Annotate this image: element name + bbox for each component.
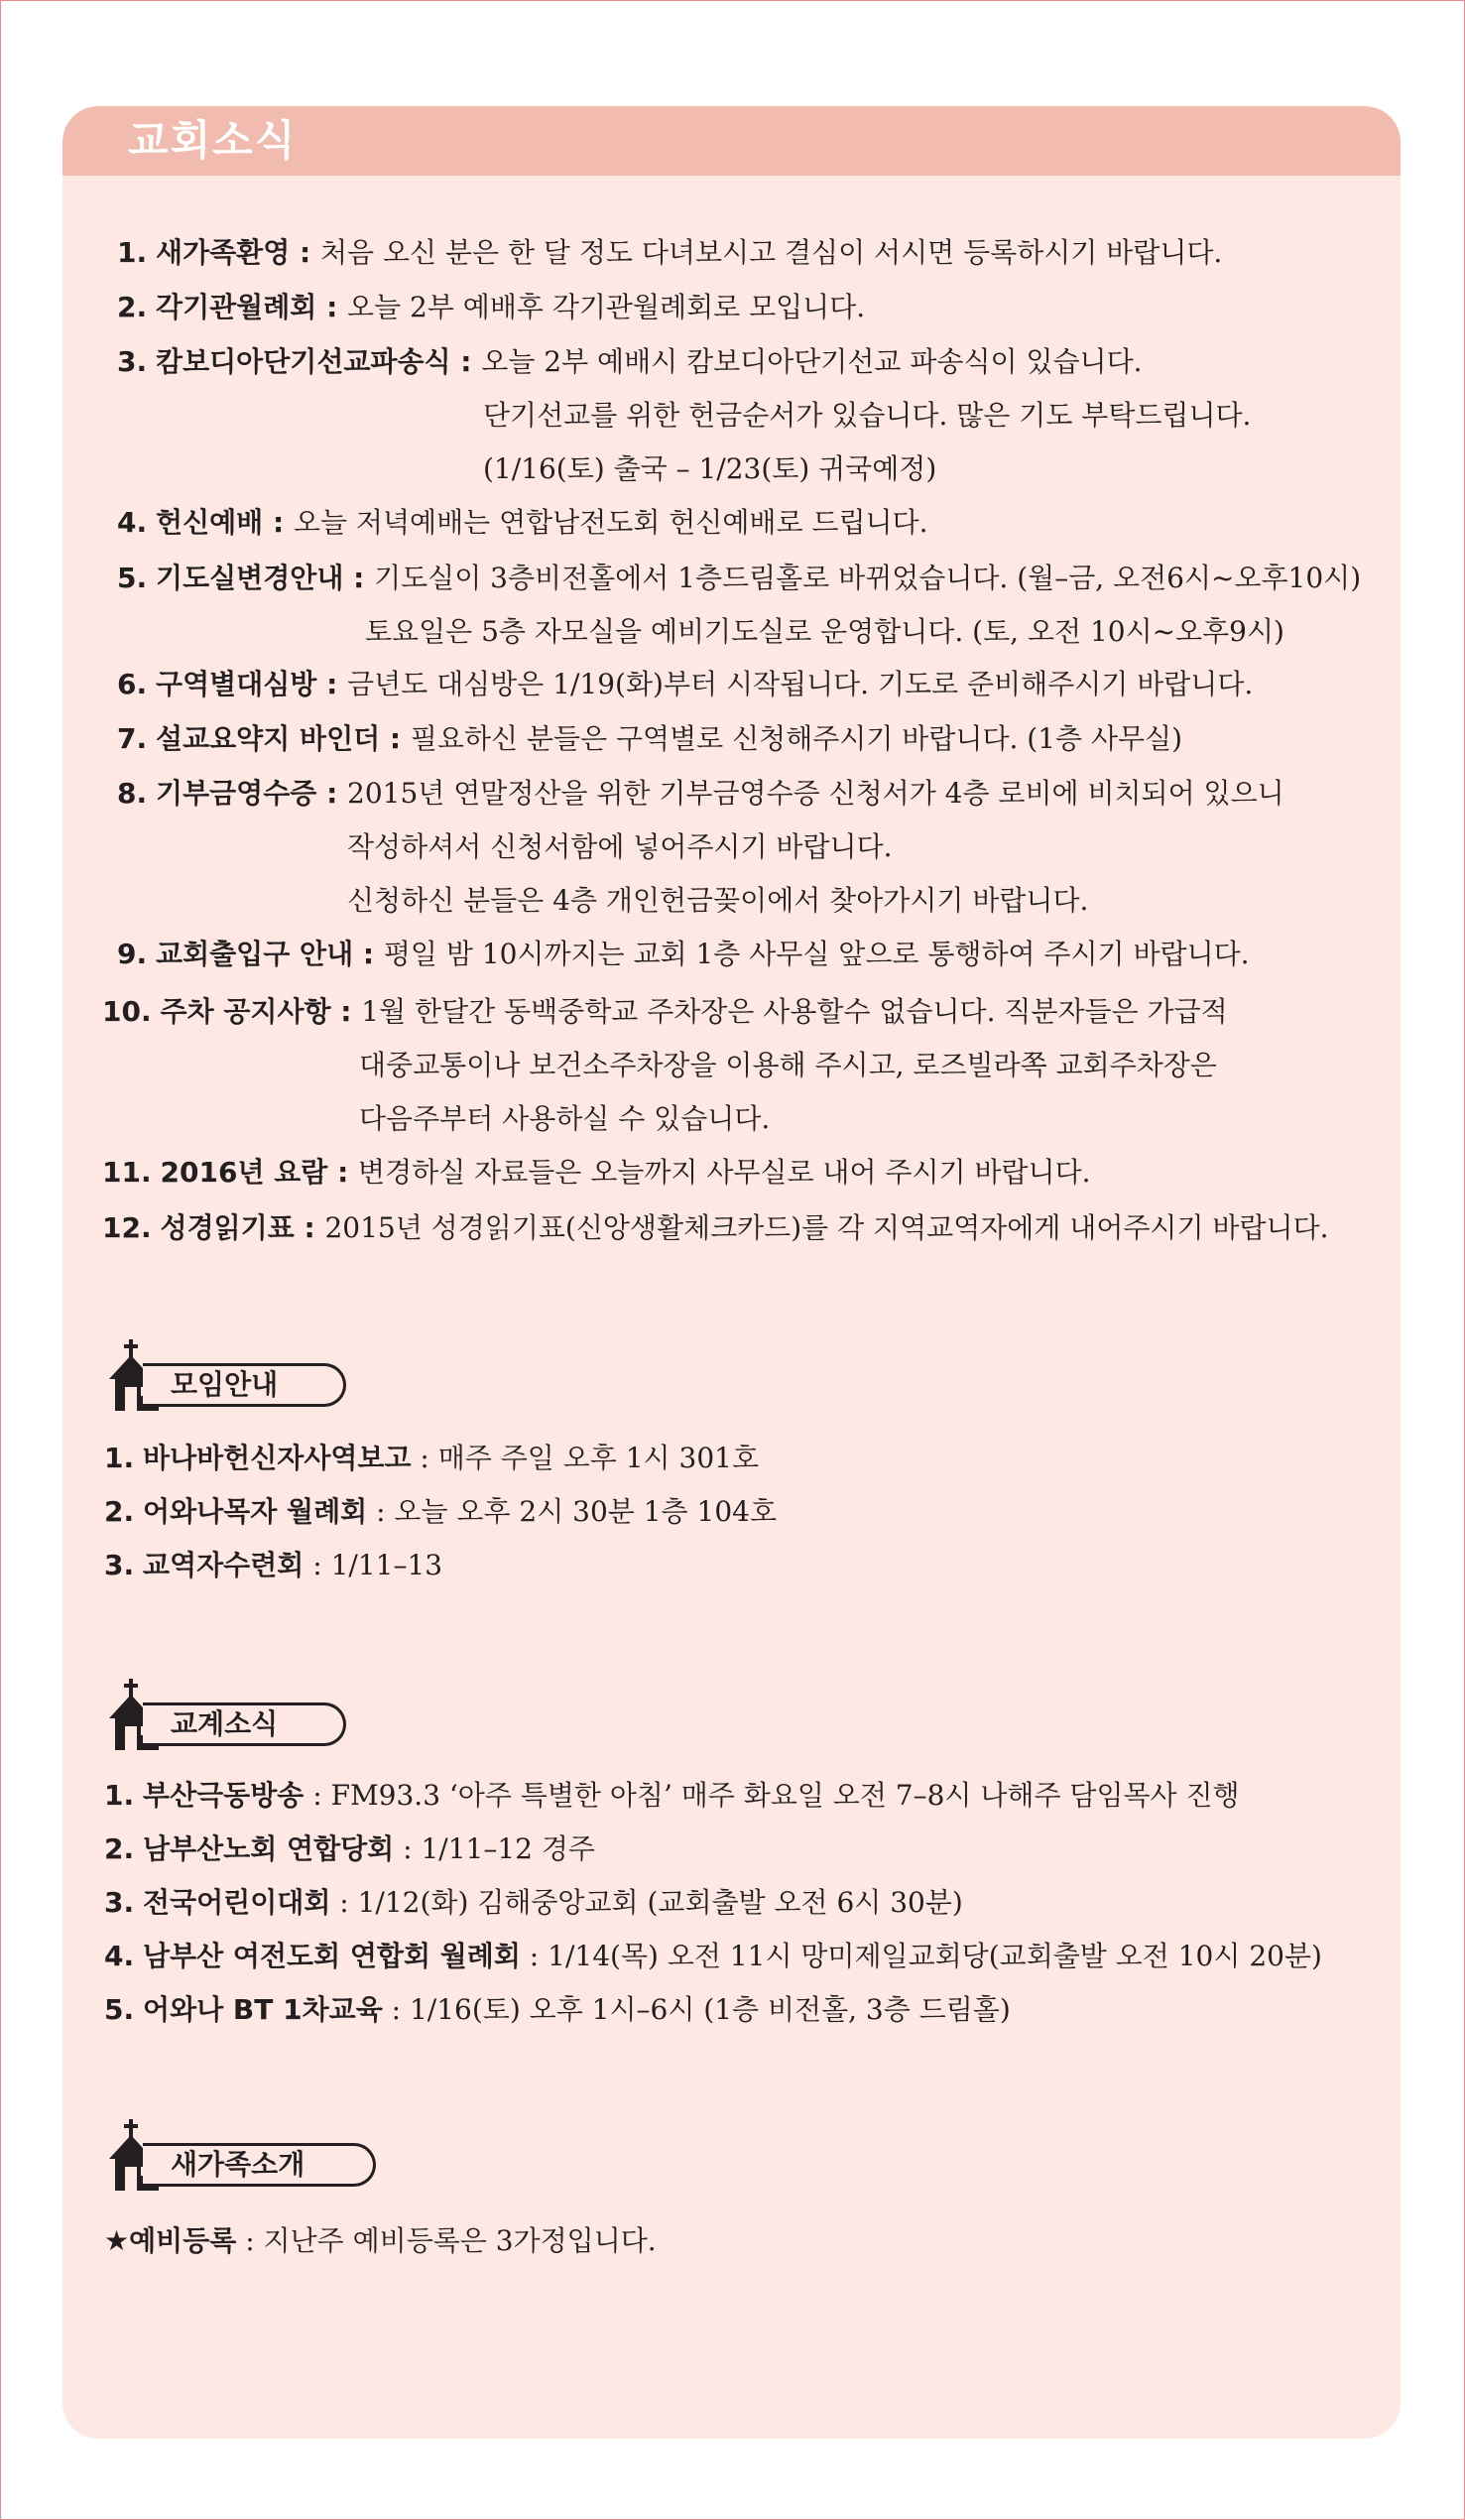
news-item bbox=[117, 288, 865, 327]
item-number: 3. bbox=[117, 345, 148, 378]
item-text: 1/14(목) 오전 11시 망미제일교회당(교회출발 오전 10시 20분) bbox=[548, 1940, 1322, 1972]
item-label: 각기관월례회 bbox=[156, 291, 317, 323]
item-label: 구역별대심방 bbox=[156, 668, 317, 700]
item-separator: : bbox=[316, 291, 348, 323]
item-text: FM93.3 ‘아주 특별한 아침’ 매주 화요일 오전 7–8시 나해주 담임목사 진행 bbox=[330, 1779, 1240, 1812]
news-item bbox=[117, 233, 1222, 273]
item-text: 필요하신 분들은 구역별로 신청해주시기 바랍니다. (1층 사무실) bbox=[410, 722, 1183, 755]
item-text: 금년도 대심방은 1/19(화)부터 시작됩니다. 기도로 준비해주시기 바랍니다. bbox=[347, 668, 1254, 700]
item-text: 오늘 2부 예배후 각기관월례회로 모입니다. bbox=[347, 291, 866, 323]
item-label: 헌신예배 bbox=[156, 506, 264, 539]
section-title: 모임안내 bbox=[171, 1368, 279, 1401]
news-item bbox=[117, 503, 928, 543]
item-text-continued: 작성하셔서 신청서함에 넣어주시기 바랍니다. bbox=[347, 830, 893, 863]
item-number: 3. bbox=[104, 1549, 135, 1581]
item-number: 9. bbox=[117, 938, 148, 970]
item-separator: : bbox=[353, 938, 384, 970]
item-number: ★ bbox=[104, 2224, 130, 2257]
section-header-meetings bbox=[109, 1339, 407, 1399]
item-separator: : bbox=[520, 1940, 549, 1972]
list-item bbox=[104, 1829, 595, 1869]
item-label: 기도실변경안내 bbox=[156, 562, 344, 594]
item-text: 1/11–12 경주 bbox=[421, 1832, 595, 1865]
item-text: 2015년 연말정산을 위한 기부금영수증 신청서가 4층 로비에 비치되어 있으니 bbox=[347, 777, 1284, 810]
item-separator: : bbox=[394, 1832, 422, 1865]
item-number: 12. bbox=[102, 1211, 152, 1244]
item-text: 기도실이 3층비전홀에서 1층드림홀로 바뀌었습니다. (월–금, 오전6시~오후10시) bbox=[374, 562, 1362, 594]
list-item bbox=[104, 1776, 1240, 1816]
item-text: 변경하실 자료들은 오늘까지 사무실로 내어 주시기 바랍니다. bbox=[358, 1156, 1091, 1189]
item-label: 기부금영수증 bbox=[156, 777, 317, 810]
news-item bbox=[102, 1153, 1091, 1193]
item-text-continued: 단기선교를 위한 헌금순서가 있습니다. 많은 기도 부탁드립니다. bbox=[483, 399, 1252, 432]
item-text-continued: 대중교통이나 보건소주차장을 이용해 주시고, 로즈빌라쪽 교회주차장은 bbox=[359, 1049, 1217, 1081]
item-text-continued: 신청하신 분들은 4층 개인헌금꽂이에서 찾아가시기 바랍니다. bbox=[347, 884, 1089, 917]
item-separator: : bbox=[294, 1211, 325, 1244]
news-item bbox=[117, 774, 1284, 814]
item-label: 어와나목자 월례회 bbox=[143, 1495, 368, 1528]
item-separator: : bbox=[367, 1495, 395, 1528]
item-number: 10. bbox=[102, 995, 152, 1028]
item-number: 1. bbox=[104, 1779, 135, 1812]
list-item bbox=[104, 1937, 1322, 1976]
item-number: 1. bbox=[104, 1442, 135, 1474]
news-item bbox=[117, 342, 1143, 382]
list-item bbox=[104, 2221, 657, 2261]
item-text: 오늘 저녁예배는 연합남전도회 헌신예배로 드립니다. bbox=[293, 506, 928, 539]
item-number: 7. bbox=[117, 722, 148, 755]
list-item bbox=[104, 1990, 1011, 2030]
item-text-continued: 다음주부터 사용하실 수 있습니다. bbox=[359, 1102, 771, 1135]
item-number: 5. bbox=[117, 562, 148, 594]
item-text-continued: (1/16(토) 출국 – 1/23(토) 귀국예정) bbox=[483, 452, 937, 485]
section-title: 교계소식 bbox=[171, 1707, 279, 1740]
item-label: 어와나 BT 1차교육 bbox=[143, 1993, 383, 2026]
item-label: 부산극동방송 bbox=[143, 1779, 305, 1812]
item-number: 8. bbox=[117, 777, 148, 810]
news-item bbox=[102, 1208, 1329, 1248]
item-separator: : bbox=[316, 777, 348, 810]
section-header-presbytery bbox=[109, 1679, 407, 1738]
item-number: 4. bbox=[117, 506, 148, 539]
item-separator: : bbox=[236, 2224, 264, 2257]
item-separator: : bbox=[304, 1549, 331, 1581]
news-item bbox=[117, 559, 1361, 598]
item-text: 1월 한달간 동백중학교 주차장은 사용할수 없습니다. 직분자들은 가급적 bbox=[361, 995, 1228, 1028]
item-separator: : bbox=[316, 668, 348, 700]
item-text: 1/12(화) 김해중앙교회 (교회출발 오전 6시 30분) bbox=[357, 1886, 963, 1919]
item-label: 새가족환영 bbox=[156, 236, 291, 269]
item-label: 남부산노회 연합당회 bbox=[143, 1832, 395, 1865]
item-text: 1/16(토) 오후 1시–6시 (1층 비전홀, 3층 드림홀) bbox=[409, 1993, 1011, 2026]
item-label: 예비등록 bbox=[129, 2224, 237, 2257]
item-separator: : bbox=[330, 1886, 358, 1919]
item-text: 처음 오신 분은 한 달 정도 다녀보시고 결심이 서시면 등록하시기 바랍니다. bbox=[319, 236, 1223, 269]
item-text-continued: 토요일은 5층 자모실을 예비기도실로 운영합니다. (토, 오전 10시~오후9시) bbox=[365, 615, 1284, 648]
item-separator: : bbox=[263, 506, 294, 539]
item-text: 오늘 오후 2시 30분 1층 104호 bbox=[394, 1495, 777, 1528]
item-label: 주차 공지사항 bbox=[160, 995, 331, 1028]
item-label: 2016년 요람 bbox=[160, 1156, 328, 1189]
item-separator: : bbox=[380, 722, 411, 755]
item-separator: : bbox=[304, 1779, 331, 1812]
item-label: 캄보디아단기선교파송식 bbox=[156, 345, 451, 378]
item-label: 바나바헌신자사역보고 bbox=[143, 1442, 412, 1474]
item-text: 매주 주일 오후 1시 301호 bbox=[437, 1442, 759, 1474]
section-title-pill bbox=[143, 1363, 346, 1407]
item-number: 2. bbox=[104, 1832, 135, 1865]
card-header bbox=[62, 106, 1401, 176]
item-number: 5. bbox=[104, 1993, 135, 2026]
item-separator: : bbox=[382, 1993, 410, 2026]
news-item bbox=[117, 719, 1182, 759]
item-label: 교역자수련회 bbox=[143, 1549, 305, 1581]
list-item bbox=[104, 1546, 442, 1585]
item-number: 6. bbox=[117, 668, 148, 700]
item-number: 4. bbox=[104, 1940, 135, 1972]
item-text: 오늘 2부 예배시 캄보디아단기선교 파송식이 있습니다. bbox=[481, 345, 1143, 378]
item-text: 2015년 성경읽기표(신앙생활체크카드)를 각 지역교역자에게 내어주시기 바랍니다. bbox=[324, 1211, 1329, 1244]
item-label: 전국어린이대회 bbox=[143, 1886, 331, 1919]
item-label: 교회출입구 안내 bbox=[156, 938, 354, 970]
section-title: 새가족소개 bbox=[171, 2148, 305, 2181]
item-separator: : bbox=[343, 562, 375, 594]
item-text: 평일 밤 10시까지는 교회 1층 사무실 앞으로 통행하여 주시기 바랍니다. bbox=[383, 938, 1250, 970]
news-item bbox=[117, 935, 1250, 974]
item-number: 3. bbox=[104, 1886, 135, 1919]
item-label: 설교요약지 바인더 bbox=[156, 722, 381, 755]
item-separator: : bbox=[327, 1156, 359, 1189]
page-title: 교회소식 bbox=[128, 116, 298, 165]
list-item bbox=[104, 1439, 759, 1478]
list-item bbox=[104, 1492, 777, 1532]
section-header-newfamily bbox=[109, 2119, 436, 2179]
news-item bbox=[102, 992, 1228, 1032]
item-number: 11. bbox=[102, 1156, 152, 1189]
list-item bbox=[104, 1883, 963, 1923]
item-label: 남부산 여전도회 연합회 월례회 bbox=[143, 1940, 521, 1972]
news-item bbox=[117, 665, 1253, 704]
item-separator: : bbox=[330, 995, 362, 1028]
item-number: 1. bbox=[117, 236, 148, 269]
section-title-pill bbox=[143, 1702, 346, 1746]
item-separator: : bbox=[450, 345, 482, 378]
item-text: 1/11–13 bbox=[330, 1549, 443, 1581]
item-text: 지난주 예비등록은 3가정입니다. bbox=[263, 2224, 657, 2257]
item-number: 2. bbox=[104, 1495, 135, 1528]
item-label: 성경읽기표 bbox=[160, 1211, 295, 1244]
section-title-pill bbox=[143, 2143, 376, 2187]
item-separator: : bbox=[290, 236, 320, 269]
item-separator: : bbox=[411, 1442, 438, 1474]
item-number: 2. bbox=[117, 291, 148, 323]
